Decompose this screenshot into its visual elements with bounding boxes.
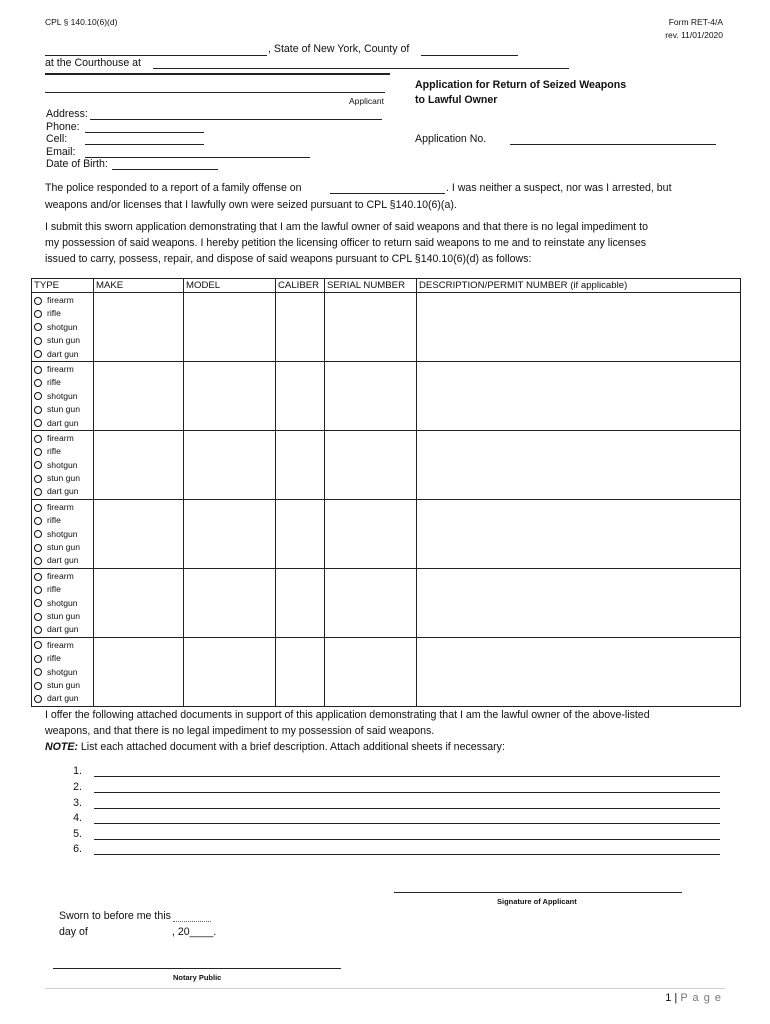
- type-option-label: rifle: [47, 446, 61, 457]
- address-line[interactable]: [90, 119, 382, 120]
- table-row: [32, 637, 741, 706]
- header-description: DESCRIPTION/PERMIT NUMBER (if applicable): [417, 279, 741, 293]
- form-revision: rev. 11/01/2020: [665, 30, 723, 40]
- type-option-rifle[interactable]: [34, 514, 93, 527]
- type-option-label: shotgun: [47, 459, 78, 470]
- footer-rule: [45, 988, 725, 989]
- header-serial-number: SERIAL NUMBER: [325, 279, 417, 293]
- make-cell[interactable]: [94, 568, 184, 637]
- type-option-rifle[interactable]: [34, 307, 93, 320]
- venue-blank-line[interactable]: [45, 55, 267, 56]
- type-option-firearm[interactable]: [34, 570, 93, 583]
- description-cell[interactable]: [417, 499, 741, 568]
- type-option-label: dart gun: [47, 348, 79, 359]
- type-cell: [32, 293, 94, 362]
- radio-button-icon[interactable]: [34, 379, 42, 387]
- phone-line[interactable]: [85, 132, 204, 133]
- type-option-label: rifle: [47, 377, 61, 388]
- sworn-day-line[interactable]: [173, 921, 211, 922]
- type-option-dart-gun[interactable]: [34, 417, 93, 430]
- description-cell[interactable]: [417, 568, 741, 637]
- radio-button-icon[interactable]: [34, 297, 42, 305]
- note-text: List each attached document with a brief description. Attach additional sheets if necessary:: [77, 741, 505, 753]
- make-cell[interactable]: [94, 430, 184, 499]
- type-option-shotgun[interactable]: [34, 528, 93, 541]
- type-option-label: dart gun: [47, 693, 79, 704]
- type-option-label: rifle: [47, 653, 61, 664]
- model-cell[interactable]: [184, 637, 276, 706]
- type-option-dart-gun[interactable]: [34, 554, 93, 567]
- email-label: Email:: [46, 146, 76, 158]
- caliber-cell[interactable]: [276, 293, 325, 362]
- type-option-firearm[interactable]: [34, 639, 93, 652]
- type-option-label: shotgun: [47, 390, 78, 401]
- document-number: 1.: [73, 765, 82, 777]
- document-entry-6[interactable]: [64, 843, 724, 858]
- radio-button-icon[interactable]: [34, 641, 42, 649]
- petition-line-2: my possession of said weapons. I hereby petition the licensing officer to return said weapons to me and to reinstate any licenses: [45, 237, 647, 249]
- type-cell: [32, 361, 94, 430]
- type-option-label: firearm: [47, 639, 74, 650]
- type-option-label: rifle: [47, 308, 61, 319]
- type-option-label: firearm: [47, 295, 74, 305]
- radio-button-icon[interactable]: [34, 406, 42, 414]
- model-cell[interactable]: [184, 430, 276, 499]
- type-option-label: stun gun: [47, 542, 80, 553]
- form-title-line1: Application for Return of Seized Weapons: [415, 79, 627, 91]
- documents-note: [45, 741, 505, 753]
- type-option-stun-gun[interactable]: [34, 334, 93, 347]
- type-option-rifle[interactable]: [34, 652, 93, 665]
- description-cell[interactable]: [417, 293, 741, 362]
- document-entry-1[interactable]: [64, 765, 724, 780]
- day-of-text: day of: [59, 926, 88, 938]
- dob-line[interactable]: [112, 169, 218, 170]
- caliber-cell[interactable]: [276, 361, 325, 430]
- type-cell: [32, 568, 94, 637]
- type-option-stun-gun[interactable]: [34, 679, 93, 692]
- description-cell[interactable]: [417, 430, 741, 499]
- caliber-cell[interactable]: [276, 637, 325, 706]
- serial-number-cell[interactable]: [325, 568, 417, 637]
- notary-signature-line[interactable]: [53, 968, 341, 969]
- notary-label: Notary Public: [173, 973, 222, 982]
- serial-number-cell[interactable]: [325, 637, 417, 706]
- table-row: [32, 293, 741, 362]
- serial-number-cell[interactable]: [325, 499, 417, 568]
- radio-button-icon[interactable]: [34, 626, 42, 634]
- type-option-rifle[interactable]: [34, 445, 93, 458]
- model-cell[interactable]: [184, 568, 276, 637]
- type-cell: [32, 430, 94, 499]
- type-option-rifle[interactable]: [34, 376, 93, 389]
- type-option-firearm[interactable]: [34, 432, 93, 445]
- page-word: P a g e: [680, 992, 722, 1004]
- type-option-stun-gun[interactable]: [34, 472, 93, 485]
- type-option-label: dart gun: [47, 624, 79, 635]
- dob-label: Date of Birth:: [46, 158, 108, 170]
- application-no-label: Application No.: [415, 133, 487, 145]
- type-option-firearm[interactable]: [34, 363, 93, 376]
- type-option-dart-gun[interactable]: [34, 692, 93, 705]
- form-title-line2: to Lawful Owner: [415, 94, 498, 106]
- type-option-label: dart gun: [47, 555, 79, 566]
- document-number: 6.: [73, 843, 82, 855]
- applicant-signature-label: Signature of Applicant: [497, 897, 577, 906]
- type-option-label: shotgun: [47, 666, 78, 677]
- type-cell: [32, 637, 94, 706]
- type-option-label: firearm: [47, 501, 74, 512]
- radio-button-icon[interactable]: [34, 323, 42, 331]
- sworn-text: Sworn to before me this: [59, 910, 171, 922]
- cell-line[interactable]: [85, 144, 204, 145]
- serial-number-cell[interactable]: [325, 430, 417, 499]
- form-number: Form RET-4/A: [668, 17, 723, 27]
- application-no-line[interactable]: [510, 144, 716, 145]
- table-row: [32, 568, 741, 637]
- type-option-label: rifle: [47, 515, 61, 526]
- header-model: MODEL: [184, 279, 276, 293]
- type-option-label: dart gun: [47, 417, 79, 428]
- document-entry-3[interactable]: [64, 797, 724, 812]
- table-row: [32, 361, 741, 430]
- type-option-label: firearm: [47, 570, 74, 581]
- type-option-rifle[interactable]: [34, 583, 93, 596]
- document-line[interactable]: [94, 854, 720, 855]
- type-option-shotgun[interactable]: [34, 321, 93, 334]
- county-blank-line[interactable]: [421, 55, 518, 56]
- radio-button-icon[interactable]: [34, 350, 42, 358]
- weapons-table: [31, 278, 741, 707]
- radio-button-icon[interactable]: [34, 448, 42, 456]
- radio-button-icon[interactable]: [34, 557, 42, 565]
- document-line[interactable]: [94, 839, 720, 840]
- document-number: 5.: [73, 828, 82, 840]
- radio-button-icon[interactable]: [34, 530, 42, 538]
- radio-button-icon[interactable]: [34, 435, 42, 443]
- make-cell[interactable]: [94, 637, 184, 706]
- type-option-stun-gun[interactable]: [34, 610, 93, 623]
- radio-button-icon[interactable]: [34, 544, 42, 552]
- year-text: , 20____.: [172, 926, 217, 938]
- radio-button-icon[interactable]: [34, 504, 42, 512]
- note-label: NOTE:: [45, 741, 78, 753]
- page-separator: |: [674, 992, 678, 1004]
- applicant-top-rule: [45, 73, 390, 75]
- type-option-label: shotgun: [47, 597, 78, 608]
- type-option-label: firearm: [47, 432, 74, 443]
- document-line[interactable]: [94, 776, 720, 777]
- cell-label: Cell:: [46, 133, 68, 145]
- type-option-shotgun[interactable]: [34, 597, 93, 610]
- radio-button-icon[interactable]: [34, 366, 42, 374]
- type-option-firearm[interactable]: [34, 294, 93, 307]
- applicant-name-line[interactable]: [45, 92, 385, 93]
- radio-button-icon[interactable]: [34, 488, 42, 496]
- radio-button-icon[interactable]: [34, 655, 42, 663]
- table-row: [32, 499, 741, 568]
- radio-button-icon[interactable]: [34, 682, 42, 690]
- type-option-label: shotgun: [47, 321, 78, 332]
- header-caliber: CALIBER: [276, 279, 325, 293]
- document-line[interactable]: [94, 823, 720, 824]
- document-number: 3.: [73, 797, 82, 809]
- document-entry-2[interactable]: [64, 781, 724, 796]
- type-option-stun-gun[interactable]: [34, 403, 93, 416]
- venue-state-text: , State of New York, County of: [268, 43, 410, 55]
- offense-date-line[interactable]: [330, 193, 445, 194]
- caliber-cell[interactable]: [276, 499, 325, 568]
- page-number: 1: [665, 992, 672, 1004]
- courthouse-label: at the Courthouse at: [45, 57, 141, 69]
- radio-button-icon[interactable]: [34, 573, 42, 581]
- type-option-firearm[interactable]: [34, 501, 93, 514]
- type-option-label: stun gun: [47, 473, 80, 484]
- make-cell[interactable]: [94, 361, 184, 430]
- document-line[interactable]: [94, 792, 720, 793]
- radio-button-icon[interactable]: [34, 337, 42, 345]
- seizure-text: weapons and/or licenses that I lawfully own were seized pursuant to CPL §140.10(6)(a).: [45, 199, 457, 211]
- description-cell[interactable]: [417, 361, 741, 430]
- radio-button-icon[interactable]: [34, 586, 42, 594]
- offense-text-start: The police responded to a report of a family offense on: [45, 182, 302, 194]
- radio-button-icon[interactable]: [34, 695, 42, 703]
- radio-button-icon[interactable]: [34, 613, 42, 621]
- document-entry-5[interactable]: [64, 828, 724, 843]
- radio-button-icon[interactable]: [34, 392, 42, 400]
- type-option-label: firearm: [47, 363, 74, 374]
- type-option-label: rifle: [47, 584, 61, 595]
- radio-button-icon[interactable]: [34, 599, 42, 607]
- type-option-dart-gun[interactable]: [34, 348, 93, 361]
- type-option-shotgun[interactable]: [34, 666, 93, 679]
- table-header-row: [32, 279, 741, 293]
- offense-text-end: . I was neither a suspect, nor was I arrested, but: [446, 182, 672, 194]
- document-number: 4.: [73, 812, 82, 824]
- table-row: [32, 430, 741, 499]
- radio-button-icon[interactable]: [34, 310, 42, 318]
- type-cell: [32, 499, 94, 568]
- radio-button-icon[interactable]: [34, 475, 42, 483]
- type-option-dart-gun[interactable]: [34, 623, 93, 636]
- radio-button-icon[interactable]: [34, 517, 42, 525]
- caliber-cell[interactable]: [276, 568, 325, 637]
- applicant-label: Applicant: [349, 96, 384, 106]
- type-option-label: dart gun: [47, 486, 79, 497]
- address-label: Address:: [46, 108, 88, 120]
- type-option-stun-gun[interactable]: [34, 541, 93, 554]
- header-type: TYPE: [32, 279, 94, 293]
- type-option-shotgun[interactable]: [34, 459, 93, 472]
- documents-intro-line-2: weapons, and that there is no legal impediment to my possession of said weapons.: [45, 725, 435, 737]
- phone-label: Phone:: [46, 121, 80, 133]
- caliber-cell[interactable]: [276, 430, 325, 499]
- model-cell[interactable]: [184, 293, 276, 362]
- courthouse-blank-line[interactable]: [153, 68, 569, 69]
- radio-button-icon[interactable]: [34, 668, 42, 676]
- petition-line-3: issued to carry, possess, repair, and dispose of said weapons pursuant to CPL §140.10(6)(d) as follows:: [45, 253, 532, 265]
- document-line[interactable]: [94, 808, 720, 809]
- applicant-signature-line[interactable]: [394, 892, 682, 893]
- type-option-label: stun gun: [47, 335, 80, 346]
- model-cell[interactable]: [184, 499, 276, 568]
- document-number: 2.: [73, 781, 82, 793]
- serial-number-cell[interactable]: [325, 361, 417, 430]
- serial-number-cell[interactable]: [325, 293, 417, 362]
- type-option-dart-gun[interactable]: [34, 485, 93, 498]
- type-option-shotgun[interactable]: [34, 390, 93, 403]
- type-option-label: stun gun: [47, 610, 80, 621]
- make-cell[interactable]: [94, 499, 184, 568]
- statute-citation: CPL § 140.10(6)(d): [45, 17, 118, 27]
- documents-intro-line-1: I offer the following attached documents in support of this application demonstrating that I am the lawful owner of the above-listed: [45, 709, 650, 721]
- document-entry-4[interactable]: [64, 812, 724, 827]
- type-option-label: stun gun: [47, 679, 80, 690]
- radio-button-icon[interactable]: [34, 419, 42, 427]
- make-cell[interactable]: [94, 293, 184, 362]
- header-make: MAKE: [94, 279, 184, 293]
- petition-line-1: I submit this sworn application demonstrating that I am the lawful owner of said weapons and that there is no legal impediment to: [45, 221, 648, 233]
- page-footer: [665, 992, 722, 1004]
- email-line[interactable]: [85, 157, 310, 158]
- type-option-label: shotgun: [47, 528, 78, 539]
- type-option-label: stun gun: [47, 404, 80, 415]
- model-cell[interactable]: [184, 361, 276, 430]
- description-cell[interactable]: [417, 637, 741, 706]
- radio-button-icon[interactable]: [34, 461, 42, 469]
